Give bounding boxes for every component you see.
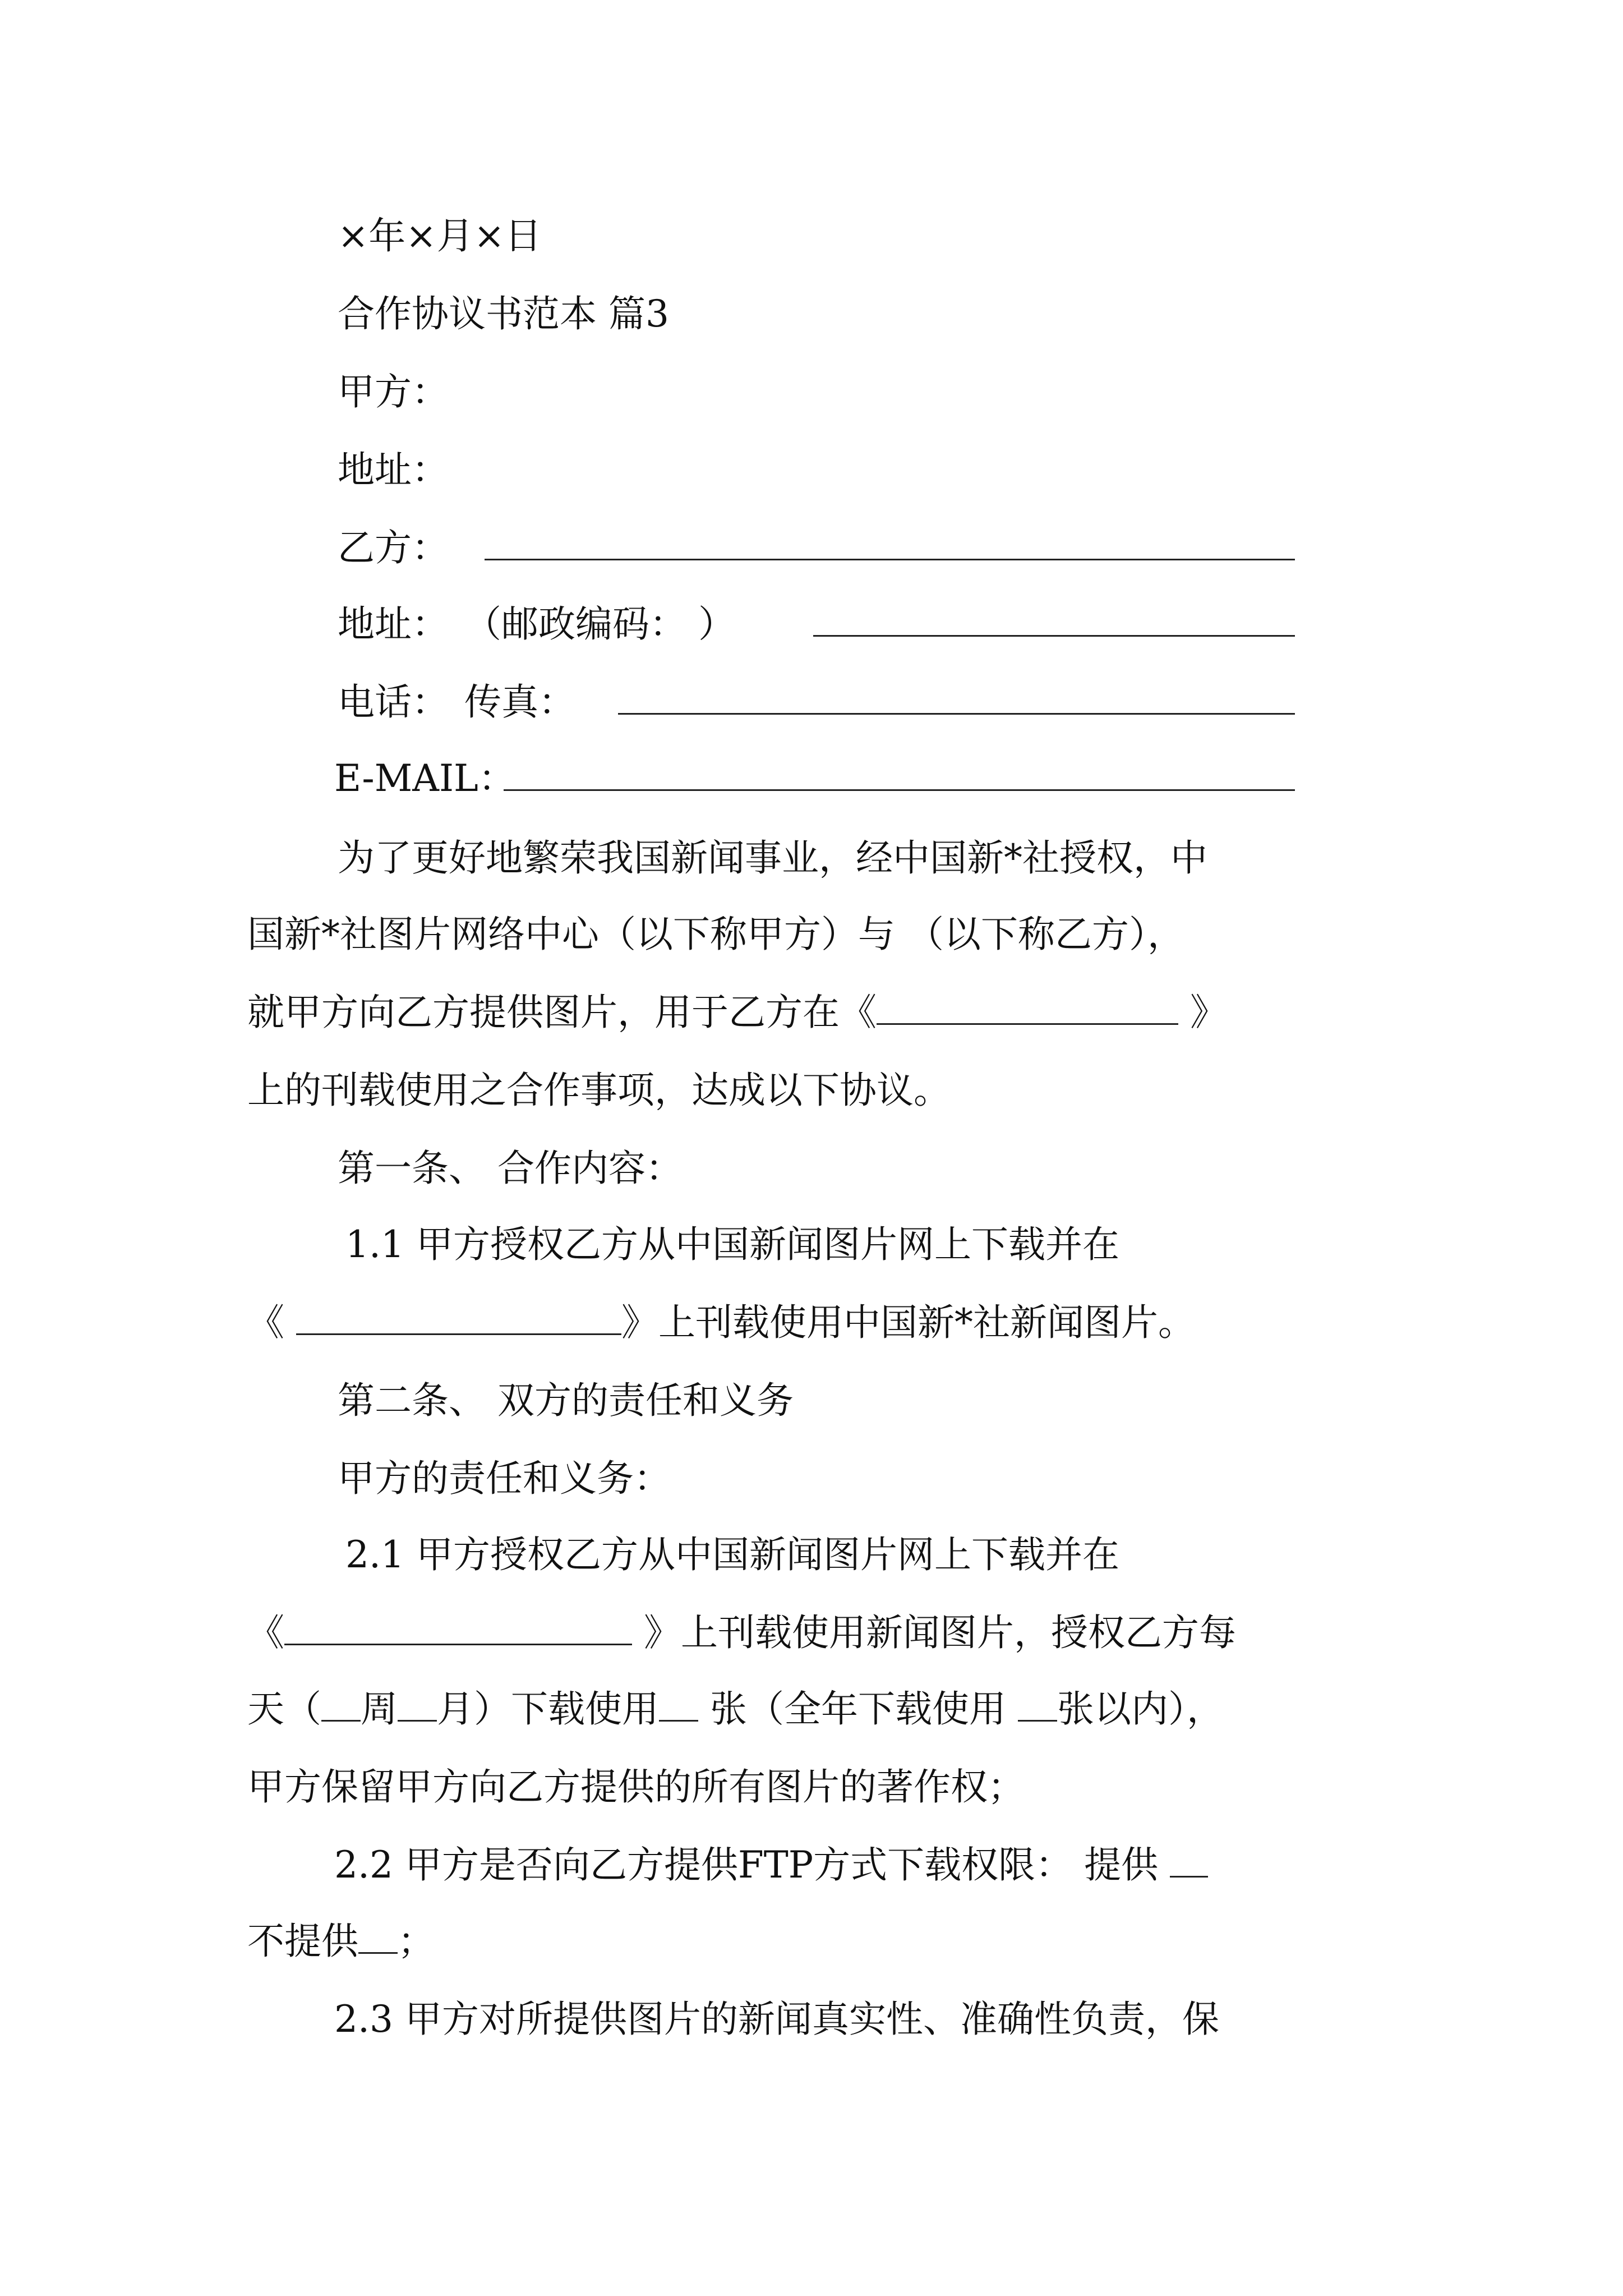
clause-2-1-line-2 xyxy=(247,1608,1236,1658)
clause-2-2-text-2b: ； xyxy=(398,1920,435,1963)
article-2-title-text: 第二条、 双方的责任和义务 xyxy=(338,1379,794,1422)
clause-2-1-text-3b: 周 xyxy=(361,1687,398,1731)
publication-blank-2 xyxy=(296,1297,621,1335)
phone-label: 电话： xyxy=(338,680,449,724)
fax-label: 传真： xyxy=(464,680,575,724)
clause-2-3-line-1 xyxy=(334,1994,1219,2045)
date-text: ×年×月×日 xyxy=(338,214,542,257)
clause-2-2-text-2a: 不提供 xyxy=(247,1920,358,1963)
party-a-line xyxy=(338,367,449,417)
daily-count-blank xyxy=(659,1684,698,1722)
party-a-address-line xyxy=(338,445,449,495)
party-b-line xyxy=(338,523,449,573)
clause-1-1-line-2 xyxy=(247,1297,1195,1348)
party-b-address-label: 地址： xyxy=(338,602,449,646)
week-blank xyxy=(321,1684,361,1722)
clause-2-1-line-4 xyxy=(247,1762,1025,1812)
email-line xyxy=(334,753,515,804)
intro-text-4: 上的刊载使用之合作事项，达成以下协议。 xyxy=(247,1069,951,1112)
party-a-duties-title xyxy=(338,1453,671,1504)
clause-1-1-text-2b: 》上刊载使用中国新*社新闻图片。 xyxy=(621,1301,1195,1344)
phone-fax-line xyxy=(338,677,575,728)
annual-count-blank xyxy=(1018,1684,1057,1722)
clause-2-1-line-3 xyxy=(247,1684,1224,1734)
email-label: E-MAIL： xyxy=(334,757,515,800)
clause-2-1-text-3a: 天（ xyxy=(247,1687,321,1731)
clause-2-1-text-3d: 张（全年下载使用 xyxy=(698,1687,1018,1731)
clause-2-1-text-3c: 月）下载使用 xyxy=(437,1687,659,1731)
intro-line-2 xyxy=(247,909,1184,960)
intro-line-4 xyxy=(247,1065,951,1116)
intro-line-1 xyxy=(338,833,1207,884)
article-2-title xyxy=(338,1375,794,1426)
clause-2-1-text-2a: 《 xyxy=(247,1611,284,1654)
party-b-address-blank xyxy=(813,599,1295,637)
intro-text-2: 国新*社图片网络中心（以下称甲方）与 （以下称乙方）， xyxy=(247,913,1184,956)
ftp-provide-blank xyxy=(1170,1840,1208,1878)
party-a-label: 甲方： xyxy=(338,370,449,413)
clause-2-1-text-1: 2.1 甲方授权乙方从中国新闻图片网上下载并在 xyxy=(345,1533,1119,1576)
fax-blank xyxy=(618,677,1295,715)
party-b-label: 乙方： xyxy=(338,526,449,569)
heading-text: 合作协议书范本 篇3 xyxy=(338,292,669,335)
party-a-address-label: 地址： xyxy=(338,448,449,491)
email-blank xyxy=(504,753,1295,791)
date-line xyxy=(338,211,542,261)
clause-2-1-text-2b: 》上刊载使用新闻图片，授权乙方每 xyxy=(632,1611,1236,1654)
party-b-blank xyxy=(485,523,1295,560)
publication-blank-1 xyxy=(877,987,1178,1025)
intro-text-3a: 就甲方向乙方提供图片，用于乙方在《 xyxy=(247,991,877,1034)
intro-line-3 xyxy=(247,987,1227,1038)
clause-2-1-text-4: 甲方保留甲方向乙方提供的所有图片的著作权； xyxy=(247,1765,1025,1809)
intro-text-3b: 》 xyxy=(1178,991,1227,1034)
clause-2-3-text-1: 2.3 甲方对所提供图片的新闻真实性、准确性负责，保 xyxy=(334,1998,1219,2041)
intro-text-1: 为了更好地繁荣我国新闻事业，经中国新*社授权，中 xyxy=(338,836,1207,880)
publication-blank-3 xyxy=(284,1608,632,1645)
ftp-not-provide-blank xyxy=(358,1916,398,1954)
article-1-title-text: 第一条、 合作内容： xyxy=(338,1147,683,1190)
clause-2-2-line-2 xyxy=(247,1916,435,1967)
clause-2-1-text-3e: 张以内）， xyxy=(1057,1687,1224,1731)
clause-1-1-text-2a: 《 xyxy=(247,1301,296,1344)
postcode-text: （邮政编码： ） xyxy=(464,602,735,646)
clause-1-1-line-1 xyxy=(345,1220,1119,1270)
month-blank xyxy=(398,1684,437,1722)
clause-2-1-line-1 xyxy=(345,1530,1119,1580)
clause-1-1-text-1: 1.1 甲方授权乙方从中国新闻图片网上下载并在 xyxy=(345,1223,1119,1266)
article-1-title xyxy=(338,1143,683,1194)
party-a-duties-title-text: 甲方的责任和义务： xyxy=(338,1457,671,1500)
clause-2-2-line-1 xyxy=(334,1840,1208,1890)
document-heading xyxy=(338,289,669,339)
party-b-address-line xyxy=(338,599,735,650)
clause-2-2-text-1: 2.2 甲方是否向乙方提供FTP方式下载权限： 提供 xyxy=(334,1843,1170,1887)
